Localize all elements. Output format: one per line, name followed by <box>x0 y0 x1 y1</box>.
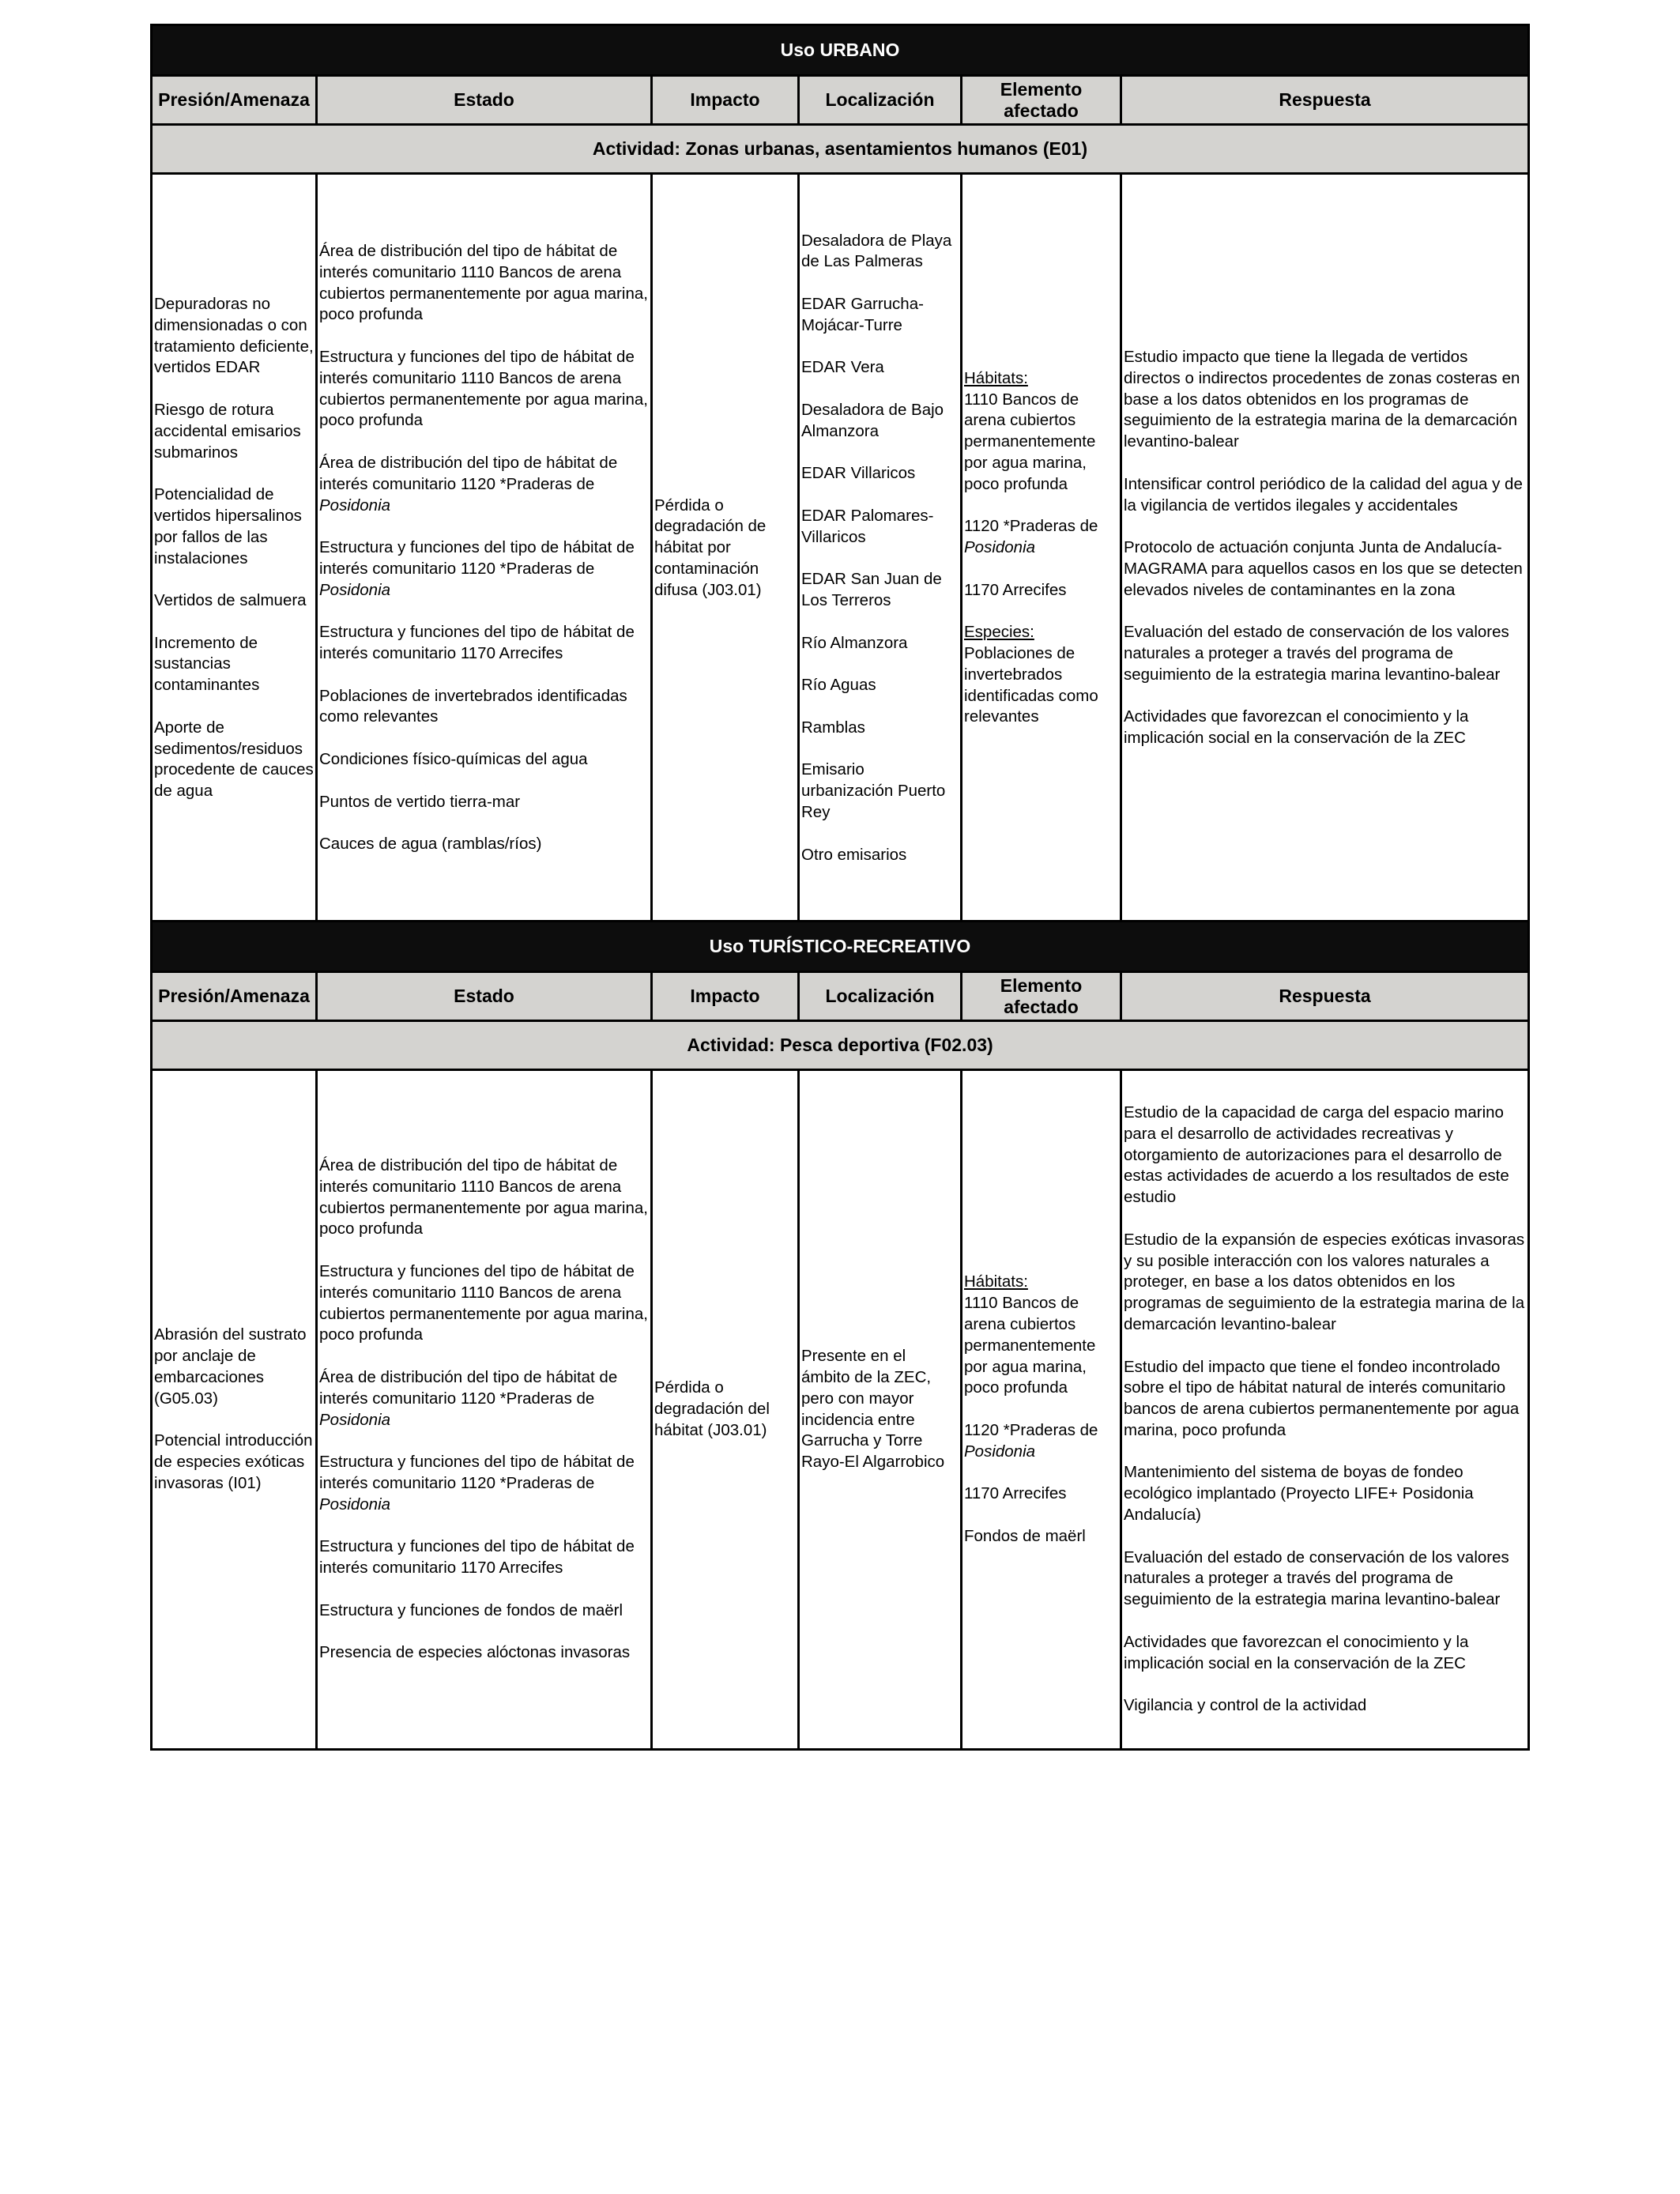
estado-item: Estructura y funciones del tipo de hábitat de interés comunitario 1110 Bancos de arena cubiertos permanentemente por agua marina, poco profunda <box>319 1261 648 1344</box>
presion-item: Potencialidad de vertidos hipersalinos por fallos de las instalaciones <box>154 485 302 567</box>
localizacion-item: Río Aguas <box>801 676 876 695</box>
header-elemento: Elemento afectado <box>962 972 1121 1021</box>
respuesta-item: Estudio de la expansión de especies exóticas invasoras y su posible interacción con los valores naturales a proteger, en base a los datos obtenidos en los programas de seguimiento de la estrategia marina de la demarcación levantino-balear <box>1124 1230 1525 1333</box>
presion-item: Aporte de sedimentos/residuos procedente de cauces de agua <box>154 718 314 801</box>
estado-item: Cauces de agua (ramblas/ríos) <box>319 835 542 854</box>
impacto-cell <box>652 1070 799 1750</box>
elemento-item: 1120 *Praderas de Posidonia <box>964 517 1098 557</box>
header-impacto: Impacto <box>652 76 799 125</box>
localizacion-item: Ramblas <box>801 718 865 737</box>
estado-item: Condiciones físico-químicas del agua <box>319 750 588 769</box>
estado-item: Estructura y funciones del tipo de hábitat de interés comunitario 1170 Arrecifes <box>319 1537 635 1578</box>
localizacion-item: Río Almanzora <box>801 633 908 652</box>
localizacion-item: EDAR Palomares-Villaricos <box>801 506 934 546</box>
localizacion-text: Presente en el ámbito de la ZEC, pero con mayor incidencia entre Garrucha y Torre Rayo-El Algarrobico <box>801 1347 945 1472</box>
presion-cell <box>152 1070 317 1750</box>
respuesta-item: Mantenimiento del sistema de boyas de fondeo ecológico implantado (Proyecto LIFE+ Posidonia Andalucía) <box>1124 1463 1474 1525</box>
elemento-habitats: Hábitats: 1110 Bancos de arena cubiertos permanentemente por agua marina, poco profunda <box>964 1272 1096 1397</box>
estado-item: Estructura y funciones de fondos de maërl <box>319 1600 623 1619</box>
estado-item: Área de distribución del tipo de hábitat de interés comunitario 1110 Bancos de arena cubiertos permanentemente por agua marina, poco profunda <box>319 241 648 324</box>
section-title: Uso TURÍSTICO-RECREATIVO <box>152 922 1529 972</box>
elemento-habitats: Hábitats: 1110 Bancos de arena cubiertos permanentemente por agua marina, poco profunda <box>964 368 1096 493</box>
presion-item: Abrasión del sustrato por anclaje de embarcaciones (G05.03) <box>154 1325 307 1408</box>
localizacion-item: Desaladora de Playa de Las Palmeras <box>801 231 952 271</box>
estado-item: Área de distribución del tipo de hábitat de interés comunitario 1120 *Praderas de Posidonia <box>319 453 618 515</box>
impacto-cell <box>652 174 799 923</box>
respuesta-item: Vigilancia y control de la actividad <box>1124 1696 1367 1715</box>
estado-item: Estructura y funciones del tipo de hábitat de interés comunitario 1170 Arrecifes <box>319 623 635 663</box>
elemento-especies: Especies: Poblaciones de invertebrados identificadas como relevantes <box>964 623 1098 726</box>
presion-cell <box>152 174 317 923</box>
estado-item: Poblaciones de invertebrados identificadas como relevantes <box>319 686 627 726</box>
estado-item: Área de distribución del tipo de hábitat de interés comunitario 1110 Bancos de arena cubiertos permanentemente por agua marina, poco profunda <box>319 1155 648 1238</box>
estado-item: Puntos de vertido tierra-mar <box>319 792 521 811</box>
estado-cell <box>317 174 652 923</box>
localizacion-item: EDAR Vera <box>801 358 884 377</box>
estado-item: Estructura y funciones del tipo de hábitat de interés comunitario 1120 *Praderas de Posidonia <box>319 538 635 599</box>
presion-item: Incremento de sustancias contaminantes <box>154 633 260 695</box>
header-elemento: Elemento afectado <box>962 76 1121 125</box>
localizacion-item: EDAR Villaricos <box>801 464 916 483</box>
respuesta-item: Actividades que favorezcan el conocimiento y la implicación social en la conservación de la ZEC <box>1124 1632 1469 1672</box>
respuesta-item: Intensificar control periódico de la calidad del agua y de la vigilancia de vertidos ilegales y accidentales <box>1124 474 1523 515</box>
header-presion: Presión/Amenaza <box>152 76 317 125</box>
header-presion: Presión/Amenaza <box>152 972 317 1021</box>
respuesta-item: Actividades que favorezcan el conocimiento y la implicación social en la conservación de la ZEC <box>1124 707 1469 748</box>
elemento-cell <box>962 1070 1121 1750</box>
estado-item: Área de distribución del tipo de hábitat de interés comunitario 1120 *Praderas de Posidonia <box>319 1367 618 1429</box>
header-respuesta: Respuesta <box>1121 972 1529 1021</box>
elemento-cell <box>962 174 1121 923</box>
localizacion-item: Emisario urbanización Puerto Rey <box>801 760 946 822</box>
urbano-table <box>150 24 1530 924</box>
presion-item: Vertidos de salmuera <box>154 591 307 610</box>
presion-item: Riesgo de rotura accidental emisarios submarinos <box>154 400 301 462</box>
estado-item: Presencia de especies alóctonas invasoras <box>319 1643 631 1662</box>
localizacion-item: Desaladora de Bajo Almanzora <box>801 400 944 440</box>
header-respuesta: Respuesta <box>1121 76 1529 125</box>
header-localizacion: Localización <box>799 972 962 1021</box>
respuesta-item: Estudio del impacto que tiene el fondeo incontrolado sobre el tipo de hábitat natural de interés comunitario bancos de arena cubiertos permanentemente por agua marina, poco profunda <box>1124 1357 1520 1439</box>
localizacion-item: EDAR Garrucha-Mojácar-Turre <box>801 294 924 334</box>
respuesta-item: Protocolo de actuación conjunta Junta de Andalucía-MAGRAMA para aquellos casos en los que se detecten elevados niveles de contaminantes en la zona <box>1124 538 1523 599</box>
localizacion-item: Otro emisarios <box>801 845 907 864</box>
presion-item: Depuradoras no dimensionadas o con tratamiento deficiente, vertidos EDAR <box>154 294 314 377</box>
header-localizacion: Localización <box>799 76 962 125</box>
section-title: Uso URBANO <box>152 25 1529 76</box>
respuesta-item: Evaluación del estado de conservación de los valores naturales a proteger a través del programa de seguimiento de la estrategia marina levantino-balear <box>1124 623 1509 684</box>
estado-item: Estructura y funciones del tipo de hábitat de interés comunitario 1120 *Praderas de Posidonia <box>319 1453 635 1514</box>
presion-item: Potencial introducción de especies exóticas invasoras (I01) <box>154 1431 313 1492</box>
elemento-item: 1120 *Praderas de Posidonia <box>964 1420 1098 1461</box>
activity-row: Actividad: Pesca deportiva (F02.03) <box>152 1021 1529 1070</box>
header-estado: Estado <box>317 972 652 1021</box>
header-estado: Estado <box>317 76 652 125</box>
respuesta-item: Estudio de la capacidad de carga del espacio marino para el desarrollo de actividades recreativas y otorgamiento de autorizaciones para el desarrollo de estas actividades de acuerdo a los resultados de este estudio <box>1124 1103 1509 1207</box>
elemento-item: 1170 Arrecifes <box>964 1484 1067 1503</box>
elemento-item: 1170 Arrecifes <box>964 580 1067 599</box>
respuesta-cell <box>1121 1070 1529 1750</box>
respuesta-item: Estudio impacto que tiene la llegada de vertidos directos o indirectos procedentes de zonas costeras en base a los datos obtenidos en los programas de seguimiento de la estrategia marina de la demarcación levantino-balear <box>1124 347 1520 451</box>
turistico-table <box>150 920 1530 1751</box>
impacto-text: Pérdida o degradación de hábitat por contaminación difusa (J03.01) <box>654 496 767 599</box>
localizacion-item: EDAR San Juan de Los Terreros <box>801 570 942 610</box>
respuesta-item: Evaluación del estado de conservación de los valores naturales a proteger a través del programa de seguimiento de la estrategia marina levantino-balear <box>1124 1547 1509 1609</box>
impacto-text: Pérdida o degradación del hábitat (J03.01) <box>654 1378 770 1439</box>
localizacion-cell <box>799 174 962 923</box>
estado-item: Estructura y funciones del tipo de hábitat de interés comunitario 1110 Bancos de arena cubiertos permanentemente por agua marina, poco profunda <box>319 347 648 430</box>
respuesta-cell <box>1121 174 1529 923</box>
localizacion-cell <box>799 1070 962 1750</box>
estado-cell <box>317 1070 652 1750</box>
elemento-item: Fondos de maërl <box>964 1526 1086 1545</box>
activity-row: Actividad: Zonas urbanas, asentamientos humanos (E01) <box>152 125 1529 174</box>
header-impacto: Impacto <box>652 972 799 1021</box>
